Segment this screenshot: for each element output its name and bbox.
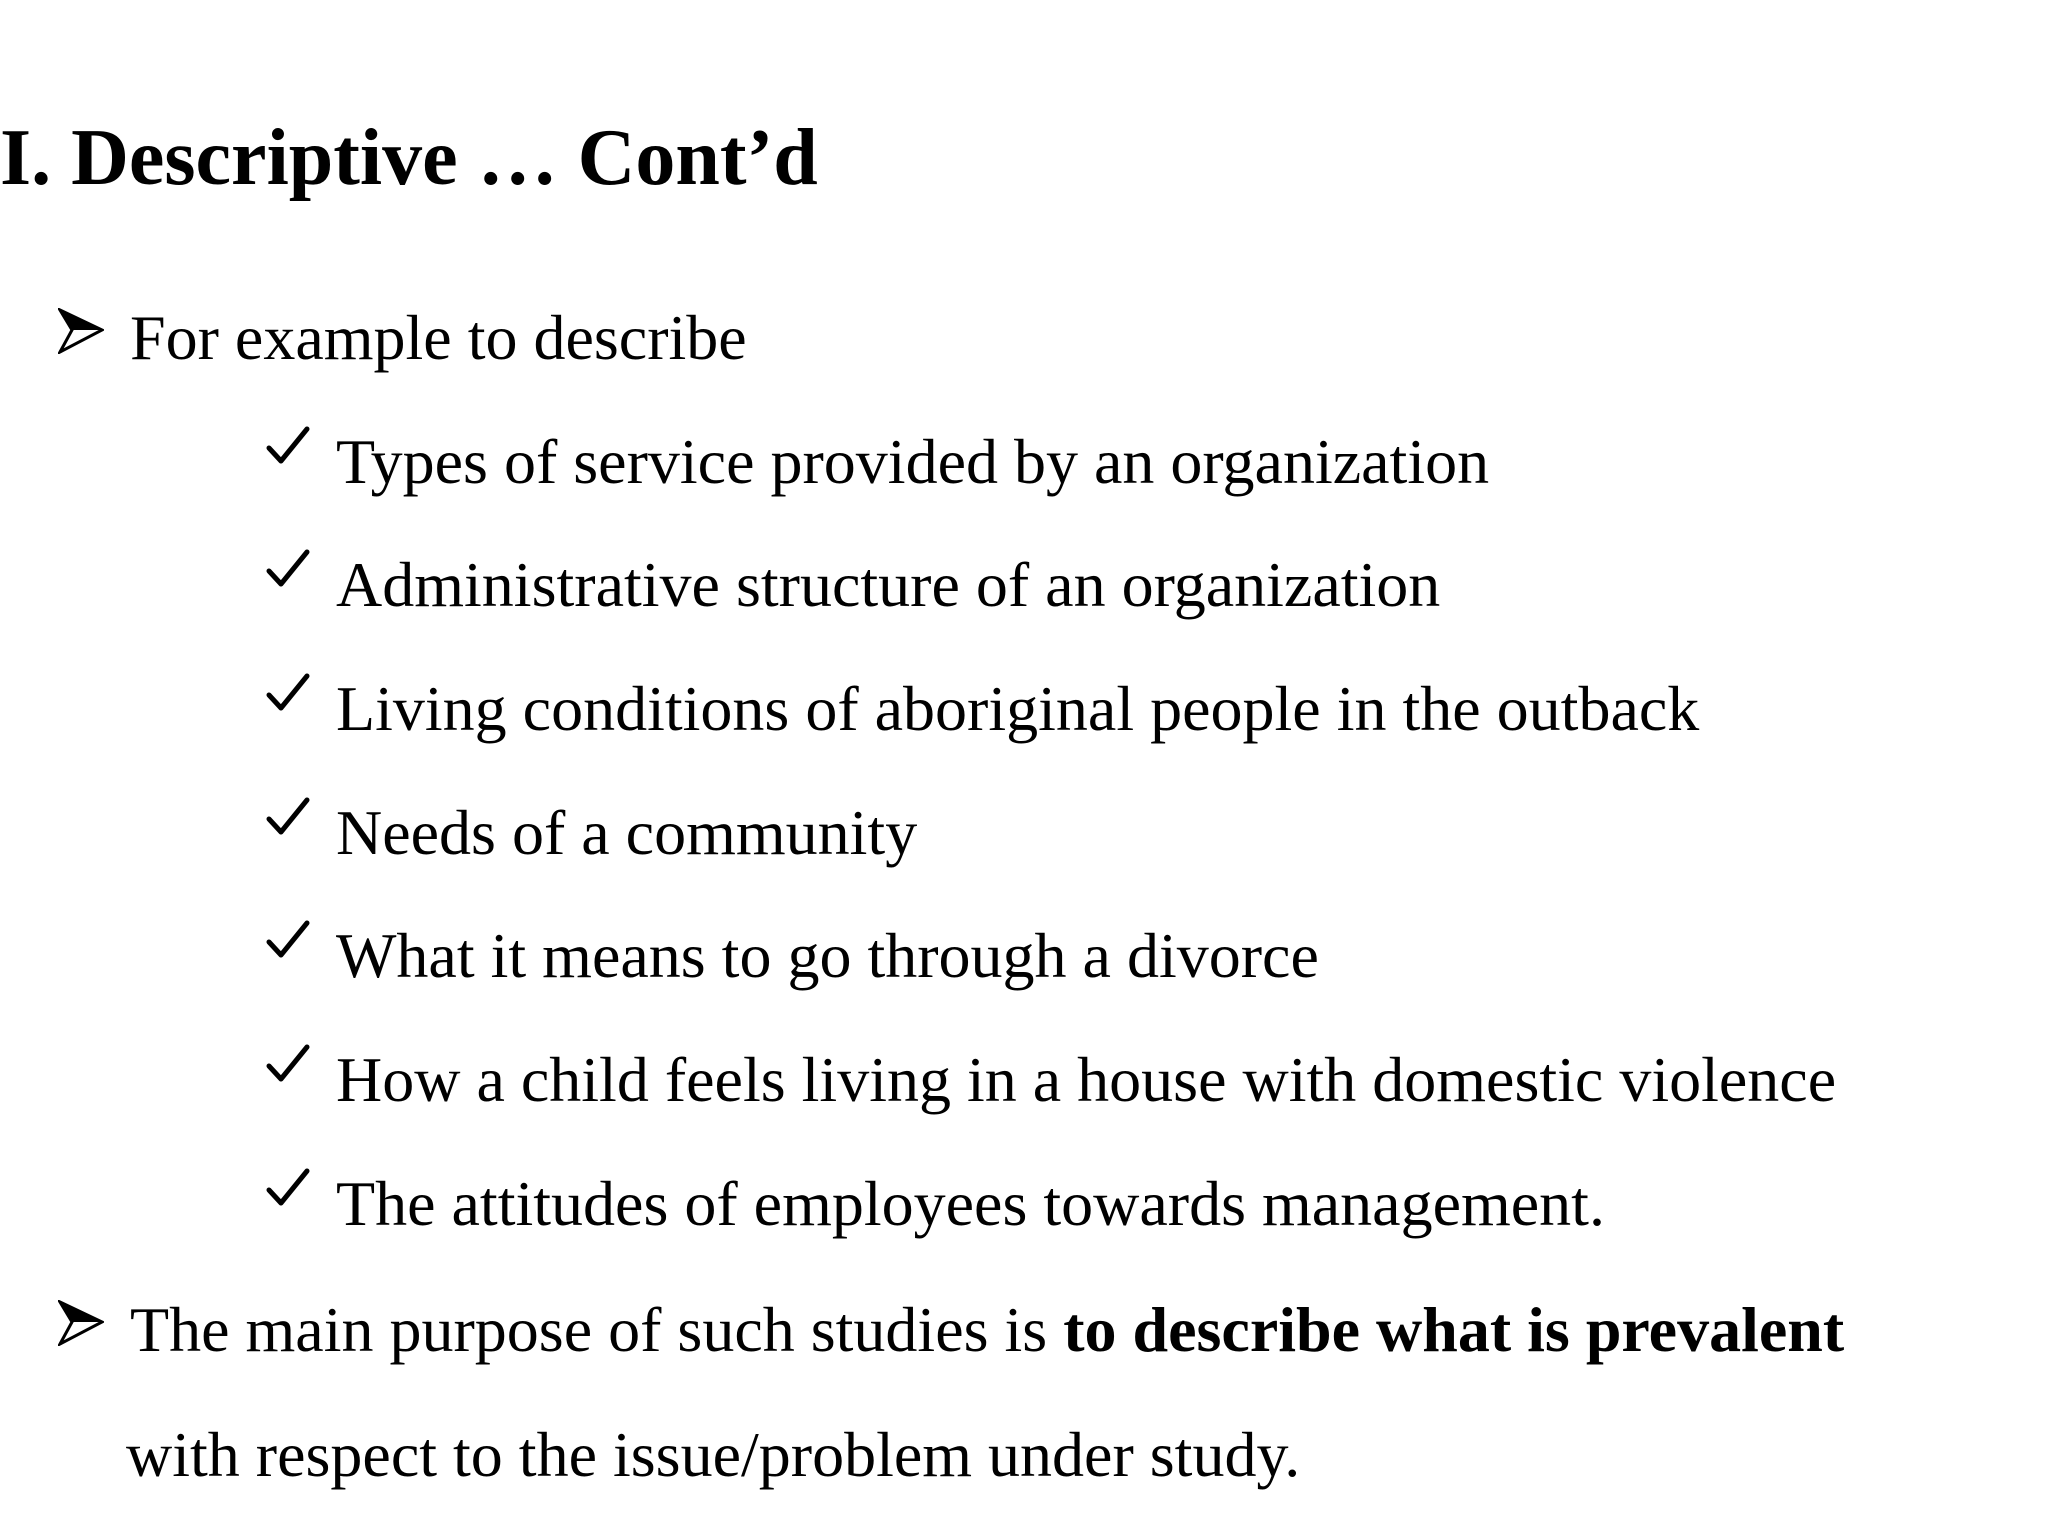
example-item-text: Administrative structure of an organization: [336, 549, 1441, 620]
example-item-text: How a child feels living in a house with domestic violence: [336, 1044, 1837, 1115]
example-item: [266, 673, 1700, 744]
purpose-emphasis: to describe what is prevalent: [1063, 1294, 1845, 1365]
checkmark-icon: [266, 673, 310, 713]
bullet-intro-text: For example to describe: [130, 302, 747, 373]
bullet-intro: [58, 302, 747, 373]
arrowhead-bullet-icon: [58, 308, 104, 354]
example-item-text: Living conditions of aboriginal people in the outback: [336, 673, 1700, 744]
example-item: [266, 1044, 1837, 1115]
example-item-text: Types of service provided by an organization: [336, 426, 1490, 497]
example-item: [266, 1168, 1605, 1239]
purpose-continuation: with respect to the issue/problem under study.: [126, 1419, 1301, 1490]
checkmark-icon: [266, 426, 310, 466]
example-item: [266, 426, 1490, 497]
slide-title: I. Descriptive … Cont’d: [0, 114, 818, 202]
checkmark-icon: [266, 797, 310, 837]
example-item: [266, 549, 1441, 620]
example-item-text: The attitudes of employees towards management.: [336, 1168, 1605, 1239]
example-item: [266, 920, 1319, 991]
example-item: [266, 797, 918, 868]
checkmark-icon: [266, 1168, 310, 1208]
example-item-text: Needs of a community: [336, 797, 918, 868]
example-item-text: What it means to go through a divorce: [336, 920, 1319, 991]
checkmark-icon: [266, 1044, 310, 1084]
purpose-prefix: The main purpose of such studies is: [130, 1294, 1064, 1365]
checkmark-icon: [266, 920, 310, 960]
checkmark-icon: [266, 549, 310, 589]
bullet-purpose: [58, 1294, 1845, 1365]
bullet-purpose-text: [130, 1294, 1845, 1365]
arrowhead-bullet-icon: [58, 1300, 104, 1346]
